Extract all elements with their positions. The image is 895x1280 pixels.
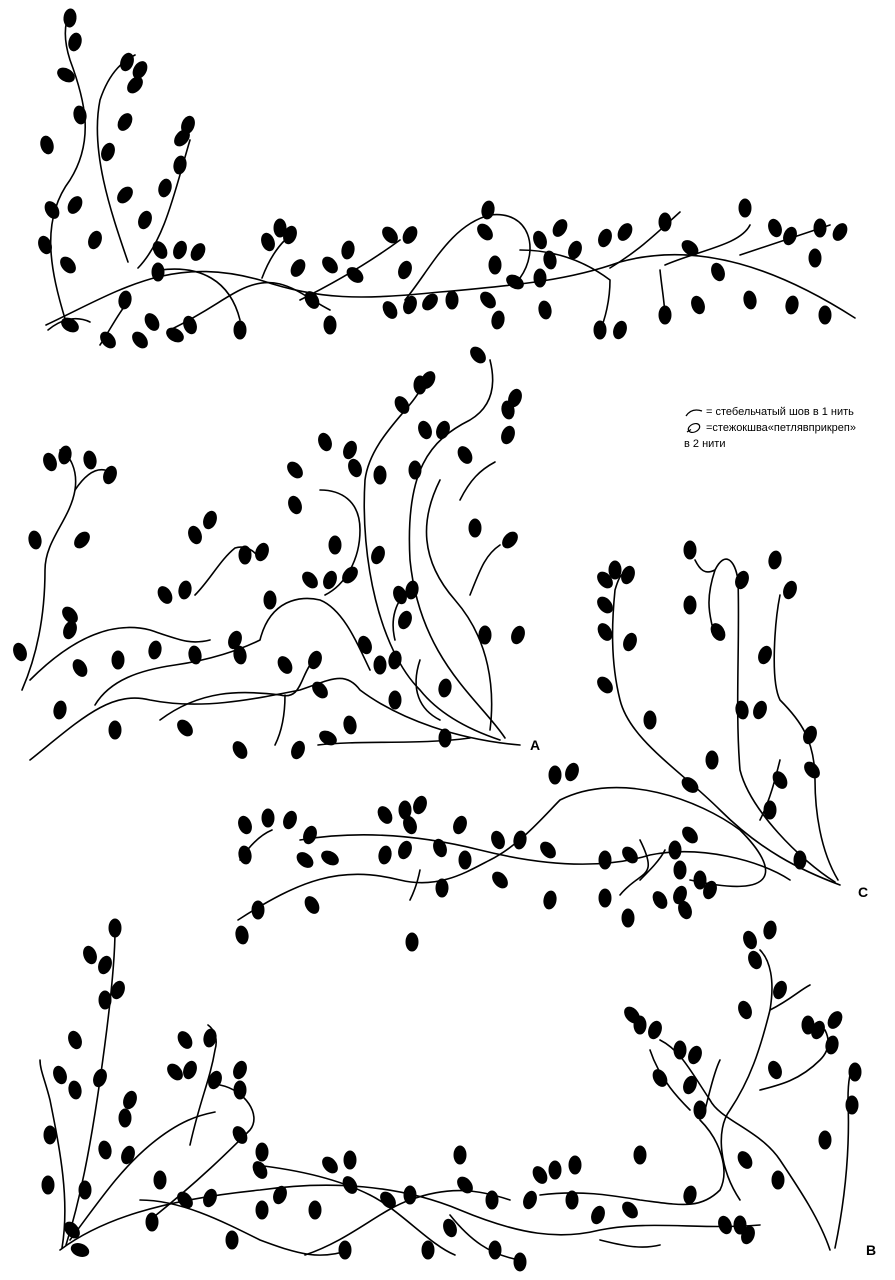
legend-lazy-daisy [684, 420, 856, 436]
motif-a-stems [22, 360, 520, 760]
legend [684, 404, 856, 452]
motif-a-label: A [530, 737, 541, 753]
motif-c-label: C [858, 884, 869, 900]
legend-stem-stitch-text: = стебельчатый шов в 1 нить [706, 406, 854, 418]
motif-b-label: B [866, 1242, 877, 1258]
leaf-loop-icon [684, 422, 704, 434]
legend-threads-text: в 2 нити [684, 438, 726, 450]
legend-lazy-daisy-threads [684, 436, 856, 452]
curved-line-icon [684, 406, 704, 418]
legend-lazy-daisy-text: =стежокшва«петлявприкреп» [706, 422, 856, 434]
top-border-leaves [34, 3, 853, 351]
legend-stem-stitch [684, 404, 856, 420]
motif-b-stems [40, 930, 855, 1260]
motif-c-leaves [233, 536, 823, 952]
motif-a-leaves [9, 340, 529, 761]
